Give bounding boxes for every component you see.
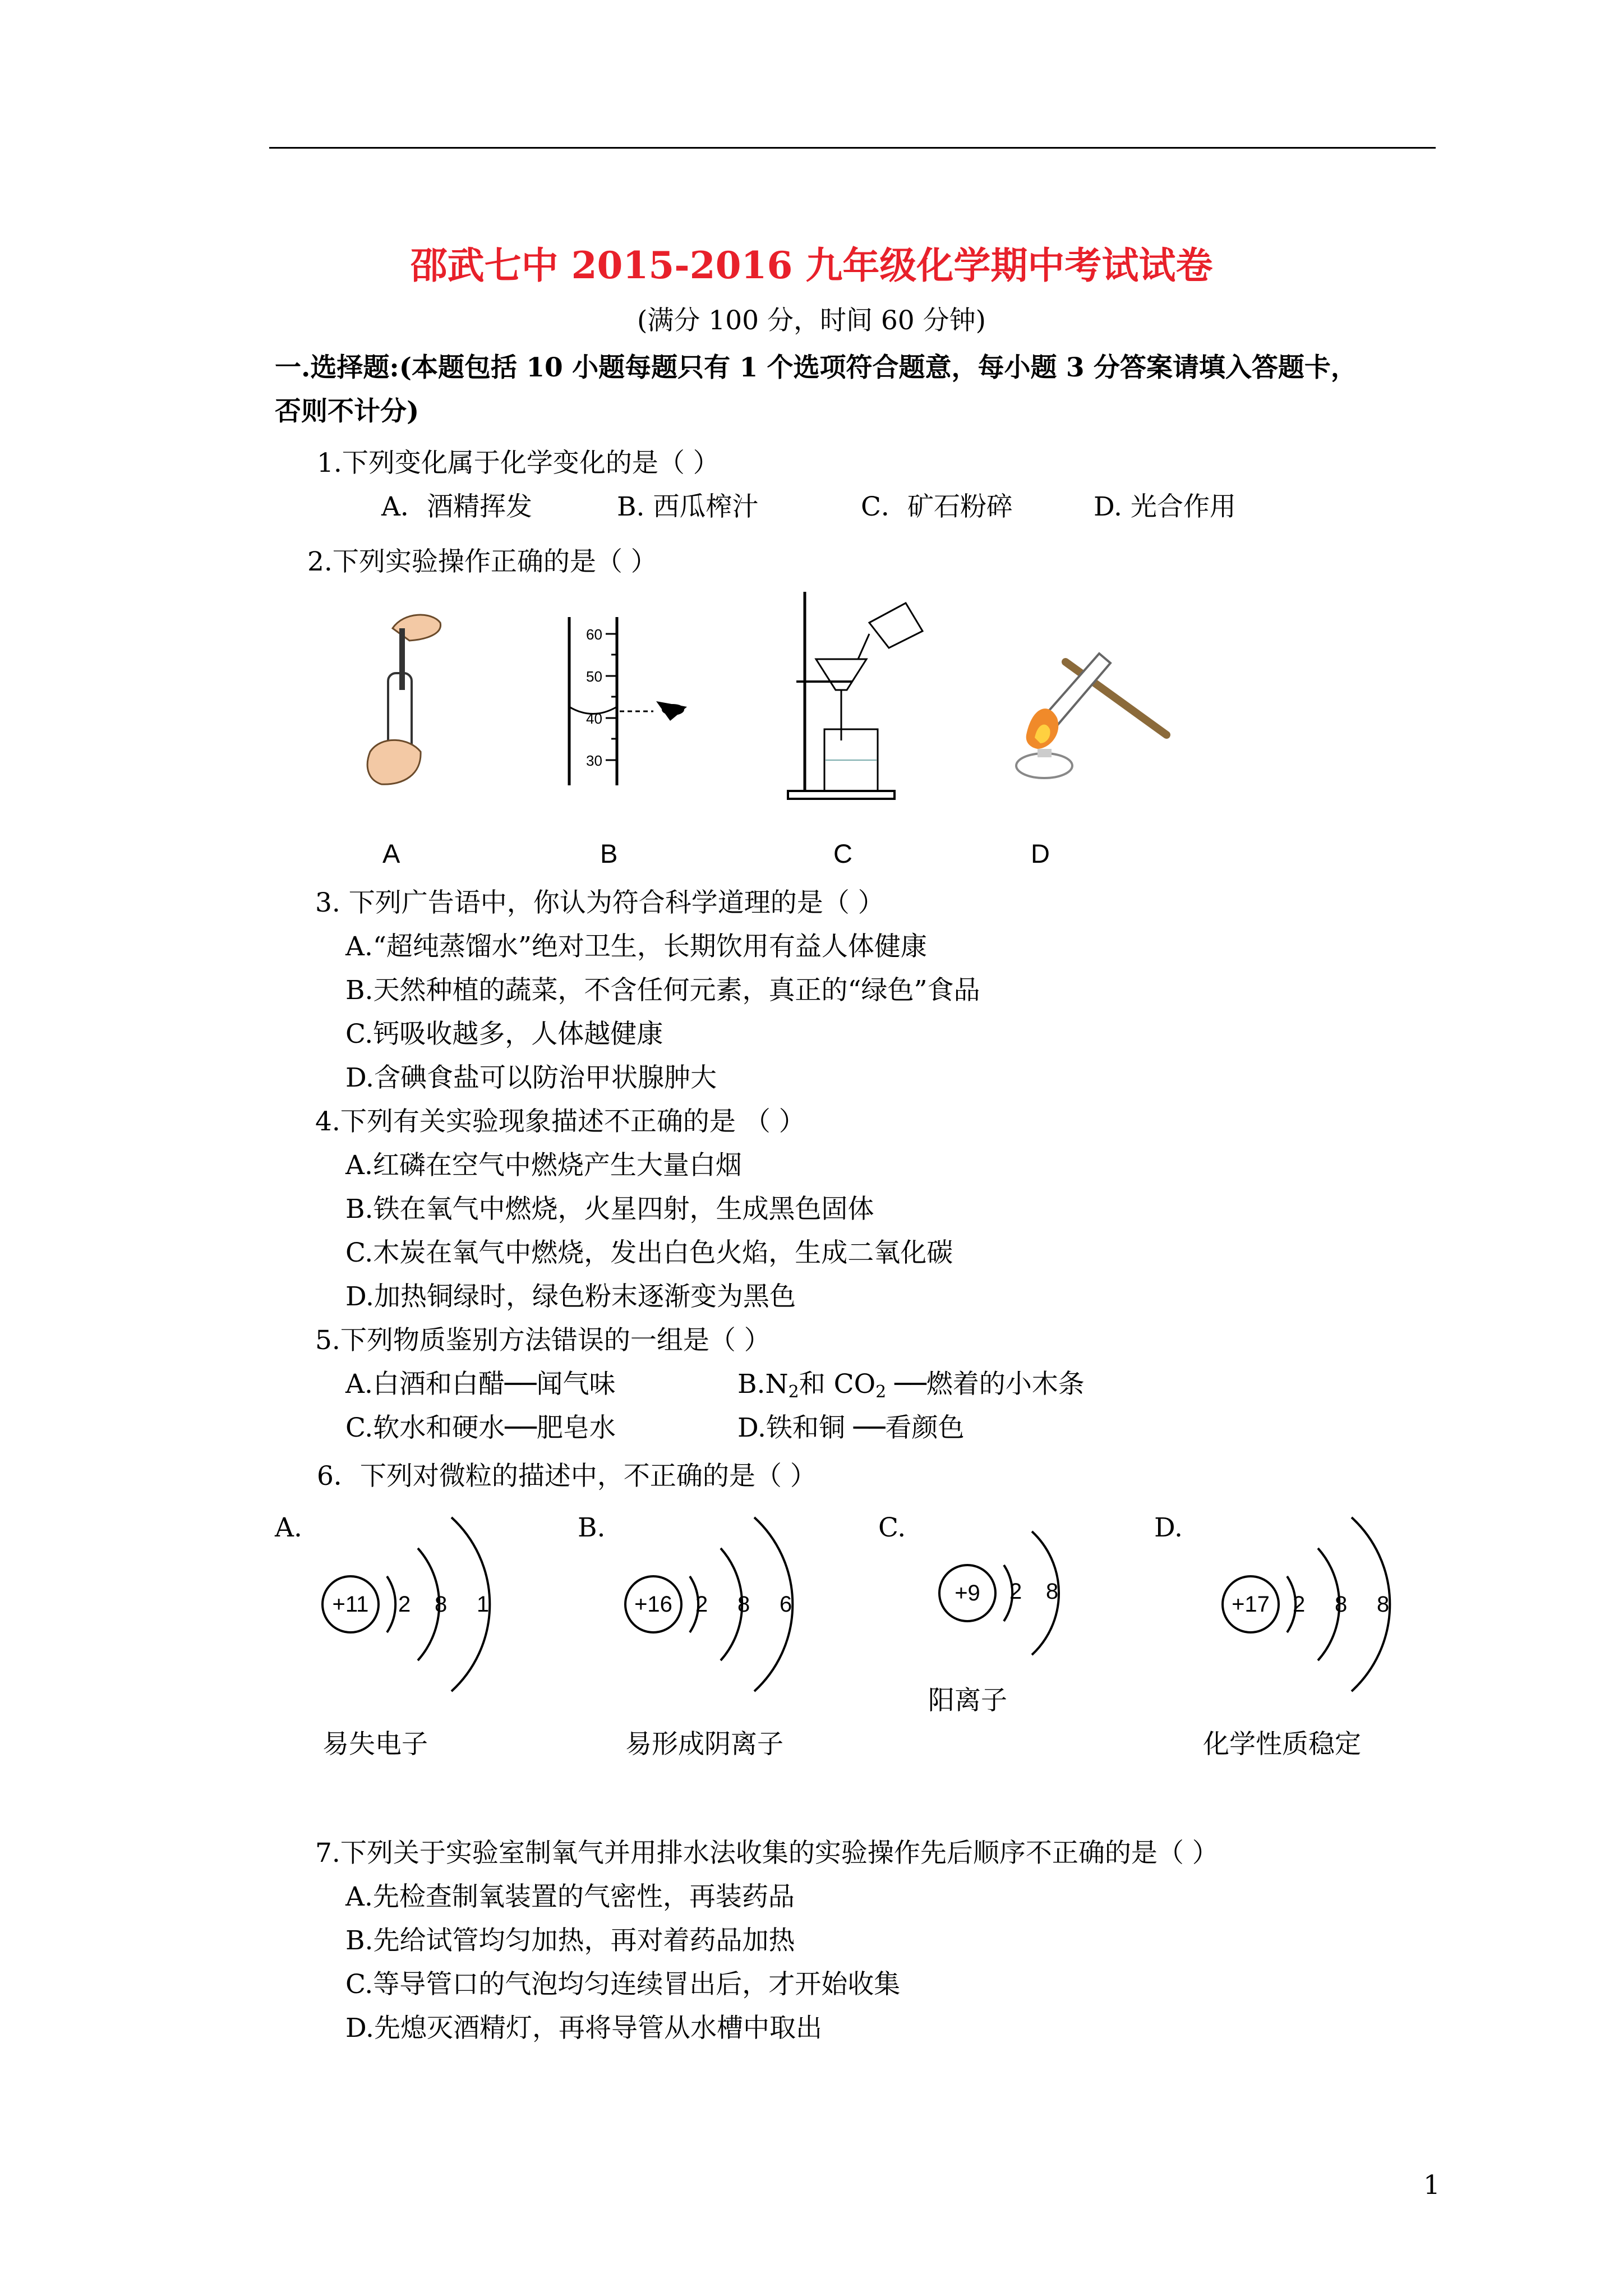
q2-figure-b-cylinder bbox=[555, 617, 707, 791]
atom-diagram-a bbox=[314, 1503, 505, 1705]
nucleus-b: +16 bbox=[634, 1592, 672, 1617]
q3-option-c: C.钙吸收越多，人体越健康 bbox=[345, 1019, 663, 1050]
q6-label-b: B. bbox=[578, 1512, 606, 1543]
tick-60: 60 bbox=[586, 626, 602, 643]
q5-option-c: C.软水和硬水──肥皂水 bbox=[345, 1412, 616, 1443]
shell-c-1: 2 bbox=[1009, 1579, 1022, 1604]
q5-option-b: $B.N_2$和 $CO_2$ ──燃着的小木条 bbox=[737, 1369, 1085, 1402]
q6-stem: 6．下列对微粒的描述中，不正确的是（ ） bbox=[317, 1461, 817, 1492]
q7-option-c: C.等导管口的气泡均匀连续冒出后，才开始收集 bbox=[345, 1969, 901, 2000]
q4-option-d: D.加热铜绿时，绿色粉末逐渐变为黑色 bbox=[345, 1281, 796, 1312]
atom-diagram-c bbox=[931, 1515, 1077, 1683]
tick-50: 50 bbox=[586, 668, 602, 685]
q6-label-a: A. bbox=[275, 1512, 302, 1543]
q6-caption-b: 易形成阴离子 bbox=[625, 1729, 783, 1760]
page-subtitle: (满分 100 分，时间 60 分钟) bbox=[637, 305, 986, 336]
q2-stem: 2.下列实验操作正确的是（ ） bbox=[307, 546, 657, 577]
q7-option-a: A.先检查制氧装置的气密性，再装药品 bbox=[345, 1881, 795, 1912]
shell-b-3: 6 bbox=[780, 1592, 792, 1617]
q1-option-c: C．矿石粉碎 bbox=[861, 491, 1013, 522]
q6-label-d: D. bbox=[1154, 1512, 1183, 1543]
q4-option-b: B.铁在氧气中燃烧，火星四射，生成黑色固体 bbox=[345, 1194, 874, 1225]
shell-d-2: 8 bbox=[1335, 1592, 1348, 1617]
q3-option-b: B.天然种植的蔬菜，不含任何元素，真正的“绿色”食品 bbox=[345, 975, 980, 1006]
q1-option-d: D. 光合作用 bbox=[1094, 491, 1236, 522]
q5-stem: 5.下列物质鉴别方法错误的一组是（ ） bbox=[315, 1325, 771, 1356]
q7-stem: 7.下列关于实验室制氧气并用排水法收集的实验操作先后顺序不正确的是（ ） bbox=[315, 1838, 1219, 1869]
page-number: 1 bbox=[1423, 2170, 1440, 2201]
atom-diagram-d bbox=[1214, 1503, 1405, 1705]
q5-option-d: D.铁和铜 ──看颜色 bbox=[737, 1412, 965, 1443]
q6-caption-d: 化学性质稳定 bbox=[1203, 1729, 1361, 1760]
shell-a-2: 8 bbox=[435, 1592, 448, 1617]
q4-option-c: C.木炭在氧气中燃烧，发出白色火焰，生成二氧化碳 bbox=[345, 1237, 953, 1268]
shell-a-3: 1 bbox=[477, 1592, 490, 1617]
shell-d-3: 8 bbox=[1377, 1592, 1390, 1617]
shell-b-1: 2 bbox=[695, 1592, 708, 1617]
q1-option-b: B. 西瓜榨汁 bbox=[617, 491, 759, 522]
q1-stem: 1.下列变化属于化学变化的是（ ） bbox=[317, 448, 720, 478]
q3-option-d: D.含碘食盐可以防治甲状腺肿大 bbox=[345, 1062, 717, 1093]
header-rule bbox=[269, 147, 1436, 149]
q2-figure-c-filtration bbox=[785, 589, 942, 802]
nucleus-a: +11 bbox=[332, 1592, 369, 1617]
q3-option-a: A.“超纯蒸馏水”绝对卫生，长期饮用有益人体健康 bbox=[345, 931, 927, 962]
q6-caption-c: 阳离子 bbox=[928, 1685, 1007, 1716]
shell-a-1: 2 bbox=[398, 1592, 411, 1617]
q7-option-d: D.先熄灭酒精灯，再将导管从水槽中取出 bbox=[345, 2013, 822, 2044]
q2-figure-d-heating bbox=[1004, 639, 1172, 791]
nucleus-d: +17 bbox=[1232, 1592, 1270, 1617]
nucleus-c: +9 bbox=[955, 1581, 980, 1605]
section-heading-cont: 否则不计分) bbox=[275, 396, 419, 427]
section-heading: 一.选择题:(本题包括 10 小题每题只有 1 个选项符合题意，每小题 3 分答案请填入答题卡， bbox=[275, 352, 1357, 383]
q5-option-a: A.白酒和白醋──闻气味 bbox=[345, 1369, 616, 1400]
shell-b-2: 8 bbox=[737, 1592, 750, 1617]
atom-diagram-b bbox=[617, 1503, 808, 1705]
q1-option-a: A．酒精挥发 bbox=[381, 491, 532, 522]
page-title: 邵武七中 2015-2016 九年级化学期中考试试卷 bbox=[410, 243, 1213, 287]
tick-30: 30 bbox=[586, 752, 602, 769]
q7-option-b: B.先给试管均匀加热，再对着药品加热 bbox=[345, 1925, 795, 1956]
q6-label-c: C. bbox=[878, 1512, 906, 1543]
q4-stem: 4.下列有关实验现象描述不正确的是 （ ） bbox=[315, 1106, 805, 1137]
q2-label-c: C bbox=[833, 839, 852, 868]
q6-caption-a: 易失电子 bbox=[322, 1729, 428, 1760]
q2-label-a: A bbox=[382, 839, 400, 868]
tick-40: 40 bbox=[586, 710, 602, 727]
shell-d-1: 2 bbox=[1293, 1592, 1306, 1617]
q3-stem: 3. 下列广告语中，你认为符合科学道理的是（ ） bbox=[315, 887, 884, 918]
q2-label-d: D bbox=[1031, 839, 1050, 868]
shell-c-2: 8 bbox=[1046, 1579, 1059, 1604]
q4-option-a: A.红磷在空气中燃烧产生大量白烟 bbox=[345, 1150, 742, 1181]
q2-label-b: B bbox=[600, 839, 618, 868]
q2-figure-a-dropper bbox=[359, 606, 449, 797]
